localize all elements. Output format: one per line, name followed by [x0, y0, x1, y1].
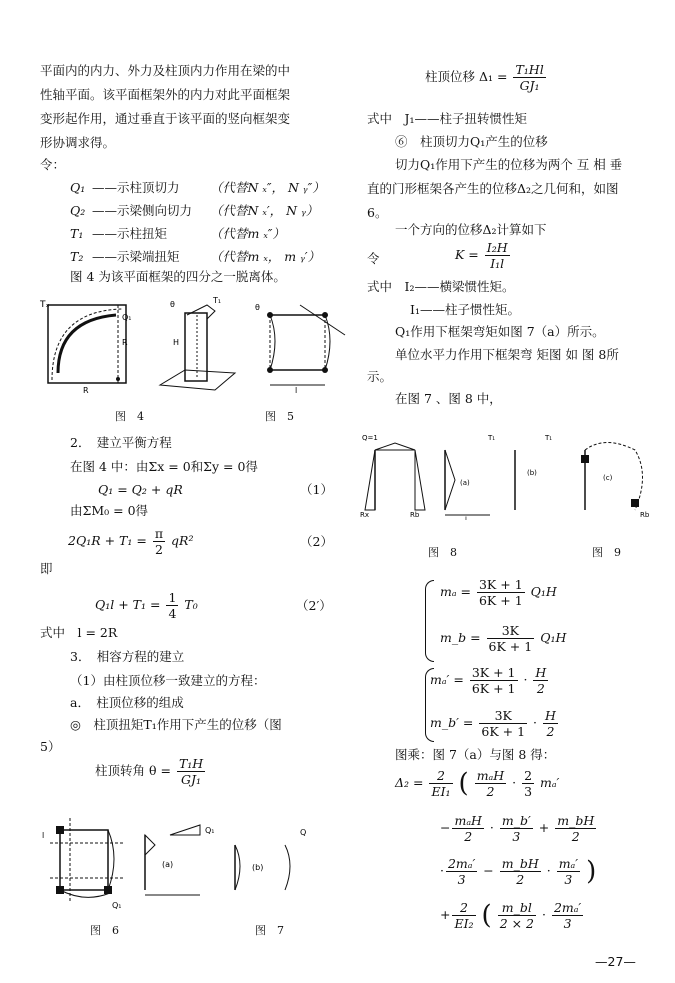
eq1: Q₁ = Q₂ + qR	[98, 482, 183, 497]
t2-tail: mₐ′	[540, 775, 560, 790]
t2-den: 3	[524, 784, 533, 799]
unit-force-line-2: 示。	[367, 369, 393, 384]
ma-lhs: mₐ =	[440, 584, 471, 599]
svg-text:Rx: Rx	[360, 511, 370, 519]
k-den: I₁l	[490, 256, 505, 271]
rotation-eq	[95, 756, 207, 787]
map-lhs: mₐ′ =	[430, 672, 464, 687]
b-item: ⑥ 柱顶切力Q₁产生的位移	[395, 134, 548, 149]
t6-den: 3	[457, 872, 466, 887]
eq2-number: （2）	[300, 534, 333, 549]
sec3-circ: ◎ 柱顶扭矩T₁作用下产生的位移（图	[70, 717, 282, 732]
svg-text:(a): (a)	[460, 479, 470, 487]
mbp-f2-num: H	[544, 708, 556, 723]
svg-text:Rb: Rb	[640, 511, 650, 519]
svg-text:θ: θ	[170, 300, 175, 309]
one-direction: 一个方向的位移Δ₂计算如下	[395, 222, 547, 237]
mb-rhs: Q₁H	[540, 630, 567, 645]
t10-den: 2 × 2	[499, 916, 535, 931]
disp-num: T₁Hl	[515, 62, 544, 77]
eq2-lhs: 2Q₁R + T₁ =	[68, 533, 147, 548]
map-f2-den: 2	[536, 681, 545, 696]
k-lhs: K =	[455, 247, 479, 262]
rot-num: T₁H	[178, 756, 204, 771]
disp-eq	[425, 62, 548, 93]
figure-9-diagram	[505, 425, 665, 520]
eq2p-den: 4	[168, 606, 177, 621]
eq2	[68, 526, 193, 557]
t9-num: 2	[452, 900, 475, 916]
brace-1	[425, 580, 434, 662]
eq2-rhs: qR²	[171, 533, 194, 548]
eq1-number: （1）	[300, 482, 333, 497]
svg-text:Q: Q	[300, 828, 307, 837]
eq2-prime	[95, 590, 198, 621]
t8-den: 3	[564, 872, 573, 887]
sec3-circ-2: 5）	[40, 739, 61, 754]
def-sym-q1: Q₁	[70, 180, 86, 195]
sec3-title: 3． 相容方程的建立	[70, 649, 185, 664]
map-f2-num: H	[535, 665, 547, 680]
where-i2: 式中 I₂——横梁惯性矩。	[367, 279, 515, 294]
intro-line-1: 平面内的内力、外力及柱顶内力作用在梁的中	[40, 63, 291, 78]
def-sym-t2: T₂	[70, 249, 84, 264]
figure-4-diagram	[38, 295, 138, 395]
mbp-f2-den: 2	[546, 724, 555, 739]
sec3-1: （1）由柱顶位移一致建立的方程：	[70, 673, 266, 688]
svg-text:θ: θ	[255, 303, 260, 312]
t4-den: 3	[512, 829, 521, 844]
figure-6-diagram	[40, 808, 140, 913]
t3-num: mₐH	[454, 813, 482, 828]
def-sym-t1: T₁	[70, 226, 84, 241]
fig4-caption: 图 4	[115, 410, 144, 423]
disp-label: 柱顶位移 Δ₁ =	[425, 69, 508, 84]
para1-line-1: 切力Q₁作用下产生的位移为两个 互 相 垂	[395, 157, 623, 172]
figure-7-diagram	[140, 815, 340, 900]
t5-num: m_bH	[557, 813, 595, 828]
mb-den: 6K + 1	[488, 639, 533, 654]
eq2p-rhs: T₀	[184, 597, 198, 612]
t2-num: 2	[524, 768, 533, 783]
def-sub-q1: （代替N ₓ″， N ᵧ″）	[210, 180, 325, 195]
k-num: I₂H	[486, 240, 508, 255]
disp-den: GJ₁	[519, 78, 540, 93]
svg-text:l: l	[465, 516, 467, 520]
ma-den: 6K + 1	[478, 593, 523, 608]
fig7-caption: 图 7	[255, 924, 284, 937]
t7-num: m_bH	[501, 856, 539, 871]
rot-den: GJ₁	[181, 772, 202, 787]
svg-text:l: l	[295, 386, 298, 395]
def-sub-t1: （代替m ₓ″）	[210, 226, 285, 241]
svg-text:R: R	[83, 386, 89, 395]
t11-num: 2mₐ′	[553, 900, 582, 915]
d2-den: EI₁	[431, 784, 451, 799]
delta2-line-3: · $\frac{\text{2mₐ′}}{3}$ − $\frac{m\_bH}{2}$ · $\frac{\text{mₐ′}}{3}$ )	[440, 856, 597, 887]
page-number: —27—	[595, 954, 636, 969]
ma-rhs: Q₁H	[530, 584, 557, 599]
sec2-title: 2． 建立平衡方程	[70, 435, 172, 450]
figure-5-frame-diagram	[240, 295, 350, 395]
para1-line-2: 直的门形框架各产生的位移Δ₂之几何和，如图	[367, 181, 619, 196]
mb-num: 3K	[487, 623, 535, 639]
para1-line-3: 6。	[367, 205, 388, 220]
eq2p-num: 1	[168, 590, 177, 605]
svg-text:H: H	[173, 338, 180, 347]
fig9-caption: 图 9	[592, 546, 621, 559]
def-sym-q2: Q₂	[70, 203, 86, 218]
svg-text:Tₓ: Tₓ	[40, 300, 50, 310]
def-desc-t1: ——示柱扭矩	[92, 226, 168, 241]
eq2p-lhs: Q₁l + T₁ =	[95, 597, 161, 612]
svg-text:l: l	[42, 831, 45, 840]
d2-num: 2	[429, 768, 452, 784]
in-fig: 在图 7 、图 8 中，	[395, 391, 502, 406]
q1-fig: Q₁作用下框架弯矩如图 7（a）所示。	[395, 324, 605, 339]
fig8-caption: 图 8	[428, 546, 457, 559]
figure-5-column-diagram	[155, 295, 240, 395]
sec2-text: 在图 4 中：由Σx = 0和Σy = 0得	[70, 459, 258, 474]
t4-num: m_b′	[501, 813, 531, 828]
fig5-caption: 图 5	[265, 410, 294, 423]
k-eq	[455, 240, 512, 271]
intro-line-4: 形协调求得。	[40, 135, 116, 150]
mb-eq	[440, 623, 566, 654]
eq2-den: 2	[154, 542, 163, 557]
delta2-line-2: − $\frac{\text{mₐH}}{2}$ · $\frac{m\_b'}{3}$ + $\frac{m\_bH}{2}$	[440, 813, 595, 844]
sec3-a: a． 柱顶位移的组成	[70, 695, 184, 710]
def-desc-t2: ——示梁端扭矩	[92, 249, 180, 264]
def-desc-q2: ——示梁侧向切力	[92, 203, 193, 218]
svg-text:(b): (b)	[527, 469, 537, 477]
mbp-den: 6K + 1	[481, 724, 526, 739]
mbp-lhs: m_b′ =	[430, 715, 474, 730]
svg-text:T₁: T₁	[545, 434, 553, 442]
map-num: 3K + 1	[471, 665, 516, 680]
map-den: 6K + 1	[471, 681, 516, 696]
rot-label: 柱顶转角 θ =	[95, 763, 171, 778]
svg-text:(c): (c)	[603, 474, 613, 482]
intro-line-3: 变形起作用，通过垂直于该平面的竖向框架变	[40, 111, 291, 126]
t10-num: m_bl	[498, 900, 536, 916]
svg-text:T₁: T₁	[213, 296, 222, 305]
def-desc-q1: ——示柱顶切力	[92, 180, 180, 195]
then-label: 即	[40, 561, 53, 576]
let2: 令	[367, 251, 380, 266]
def-sub-q2: （代替N ₓ′， N ᵧ）	[210, 203, 319, 218]
mb-lhs: m_b =	[440, 630, 481, 645]
t7-den: 2	[516, 872, 525, 887]
where-j: 式中 J₁——柱子扭转惯性矩	[367, 111, 528, 126]
svg-text:(b): (b)	[252, 863, 264, 872]
t1-den: 2	[486, 784, 495, 799]
svg-text:Q₁: Q₁	[112, 901, 122, 910]
eq2-num: π	[154, 526, 164, 541]
t3-den: 2	[464, 829, 473, 844]
t1-num: mₐH	[476, 768, 505, 783]
fig6-caption: 图 6	[90, 924, 119, 937]
eq1b-text: 由ΣM₀ = 0得	[70, 503, 149, 518]
where-l: 式中 l = 2R	[40, 625, 118, 640]
t11-den: 3	[563, 916, 572, 931]
map-eq: mₐ′ = $\frac{3K + 1}{6K + 1}$ · $\frac{H}{2}$	[430, 665, 547, 696]
mbp-num: 3K	[479, 708, 527, 724]
svg-text:R: R	[122, 338, 128, 347]
delta2-line-1: Δ₂ = $\frac{2}{\text{EI₁}}$ ( $\frac{\text{mₐH}}{2}$ · $\frac{2}{3}$ mₐ′	[395, 768, 560, 799]
t5-den: 2	[571, 829, 580, 844]
svg-text:Q=1: Q=1	[362, 434, 378, 442]
where-i1: I₁——柱子惯性矩。	[410, 302, 520, 317]
intro-line-2: 性轴平面。该平面框架外的内力对此平面框架	[40, 87, 291, 102]
def-sub-t2: （代替m ₓ， m ᵧ′）	[210, 249, 321, 264]
eq2p-number: （2′）	[296, 598, 332, 613]
svg-text:Rb: Rb	[410, 511, 420, 519]
svg-text:T₁: T₁	[488, 434, 496, 442]
mult-text: 图乘：图 7（a）与图 8 得：	[395, 747, 556, 762]
unit-force-line-1: 单位水平力作用下框架弯 矩图 如 图 8所	[395, 347, 619, 362]
t9-den: EI₂	[454, 916, 474, 931]
t6-num: 2mₐ′	[447, 856, 476, 871]
let-label: 令：	[40, 157, 66, 172]
ma-eq	[440, 577, 557, 608]
mbp-eq: m_b′ = $\frac{3K}{6K + 1}$ · $\frac{H}{2}$	[430, 708, 556, 739]
svg-text:(a): (a)	[162, 860, 174, 869]
t8-num: mₐ′	[558, 856, 579, 871]
ma-num: 3K + 1	[478, 577, 523, 592]
svg-text:Q₁: Q₁	[122, 313, 132, 322]
delta2-line-4: + $\frac{2}{\text{EI₂}}$ ( $\frac{m\_bl}{2 \times 2}$ · $\frac{\text{2mₐ′}}{3}$	[440, 900, 582, 931]
fig4-note: 图 4 为该平面框架的四分之一脱离体。	[70, 269, 286, 284]
svg-text:Q₁: Q₁	[205, 826, 215, 835]
d2-lhs: Δ₂ =	[395, 775, 424, 790]
